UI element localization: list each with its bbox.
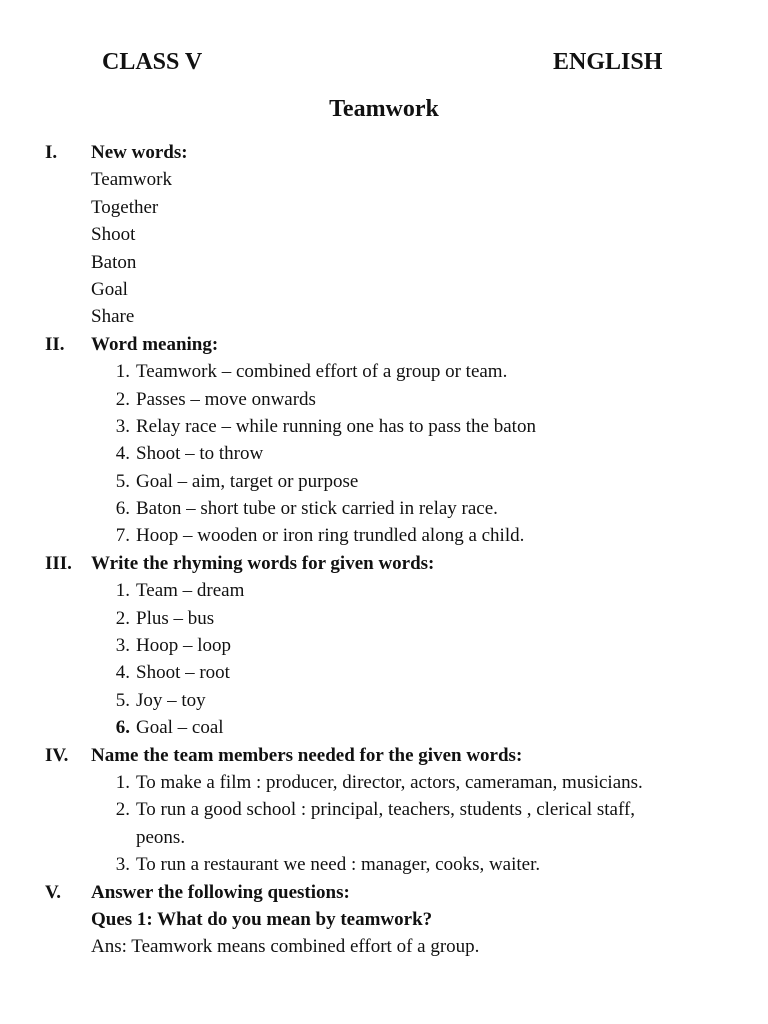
new-word: Together xyxy=(91,196,159,218)
item-number: 3. xyxy=(115,635,130,657)
item-number: 2. xyxy=(115,799,130,821)
item-number: 5. xyxy=(115,689,130,711)
item-text: To make a film : producer, director, actors, cameraman, musicians. xyxy=(136,771,643,793)
item-text: To run a good school : principal, teachers, students , clerical staff, xyxy=(136,799,636,821)
item-text: Shoot – to throw xyxy=(136,443,264,465)
list-item xyxy=(0,769,768,796)
item-text: Team – dream xyxy=(136,580,245,602)
list-item xyxy=(0,440,768,467)
item-number: 7. xyxy=(115,525,130,547)
item-number: 3. xyxy=(115,854,130,876)
worksheet-content xyxy=(0,139,768,961)
section-title: New words: xyxy=(91,142,188,163)
answer-text: Ans: Teamwork means combined effort of a group. xyxy=(91,936,480,958)
item-text: Teamwork – combined effort of a group or team. xyxy=(136,361,508,383)
section-numeral: IV. xyxy=(45,744,69,766)
list-item xyxy=(0,687,768,714)
item-number: 6. xyxy=(115,498,130,520)
list-item xyxy=(0,358,768,385)
section-heading-rhyming-words xyxy=(0,550,768,577)
subject-label: ENGLISH xyxy=(553,49,663,75)
list-item xyxy=(0,522,768,549)
class-label: CLASS V xyxy=(102,49,203,75)
section-numeral: II. xyxy=(45,333,65,355)
section-heading-questions xyxy=(0,879,768,906)
answer-line xyxy=(0,933,768,960)
list-item xyxy=(0,386,768,413)
question-line xyxy=(0,906,768,933)
question-text: Ques 1: What do you mean by teamwork? xyxy=(91,908,433,930)
item-number: 3. xyxy=(115,415,130,437)
list-item xyxy=(0,495,768,522)
item-text: Hoop – wooden or iron ring trundled along a child. xyxy=(136,525,525,547)
new-word: Teamwork xyxy=(91,169,172,191)
list-item xyxy=(0,468,768,495)
new-word: Baton xyxy=(91,251,137,273)
item-text: To run a restaurant we need : manager, cooks, waiter. xyxy=(136,854,541,876)
item-number: 5. xyxy=(115,470,130,492)
item-text: Plus – bus xyxy=(136,607,215,629)
item-text: Hoop – loop xyxy=(136,635,231,657)
item-number: 1. xyxy=(115,580,130,602)
item-text: Relay race – while running one has to pass the baton xyxy=(136,415,536,437)
new-word-item xyxy=(0,276,768,303)
item-number: 4. xyxy=(115,443,130,465)
list-item xyxy=(0,714,768,741)
new-word: Share xyxy=(91,306,135,328)
item-number: 2. xyxy=(115,607,130,629)
item-number: 2. xyxy=(115,388,130,410)
new-word-item xyxy=(0,166,768,193)
item-number: 1. xyxy=(115,771,130,793)
list-item xyxy=(0,605,768,632)
new-word-item xyxy=(0,221,768,248)
list-item xyxy=(0,796,768,823)
new-word-item xyxy=(0,194,768,221)
section-heading-new-words xyxy=(0,139,768,166)
page-title: Teamwork xyxy=(329,96,439,122)
item-text: Joy – toy xyxy=(136,689,206,711)
item-text: Shoot – root xyxy=(136,662,230,684)
item-number: 6. xyxy=(115,717,130,739)
section-numeral: III. xyxy=(45,552,72,574)
list-item xyxy=(0,632,768,659)
new-word-item xyxy=(0,249,768,276)
section-title: Answer the following questions: xyxy=(91,881,350,903)
list-item xyxy=(0,577,768,604)
section-heading-team-members xyxy=(0,742,768,769)
list-item xyxy=(0,851,768,878)
item-text: Goal – aim, target or purpose xyxy=(136,470,359,492)
new-word: Shoot xyxy=(91,224,136,246)
item-text: Passes – move onwards xyxy=(136,388,316,410)
list-item xyxy=(0,413,768,440)
item-text: Baton – short tube or stick carried in relay race. xyxy=(136,498,498,520)
item-number: 1. xyxy=(115,361,130,383)
list-item-continuation xyxy=(0,824,768,851)
section-title: Word meaning: xyxy=(91,333,219,355)
section-numeral: V. xyxy=(45,881,62,903)
section-title: Name the team members needed for the given words: xyxy=(91,744,523,766)
new-word-item xyxy=(0,303,768,330)
section-title: Write the rhyming words for given words: xyxy=(91,552,435,574)
item-number: 4. xyxy=(115,662,130,684)
item-text: Goal – coal xyxy=(136,717,224,739)
section-heading-word-meaning xyxy=(0,331,768,358)
section-numeral: I. xyxy=(45,142,58,163)
new-word: Goal xyxy=(91,278,128,300)
list-item xyxy=(0,659,768,686)
item-text-continuation: peons. xyxy=(136,826,186,848)
